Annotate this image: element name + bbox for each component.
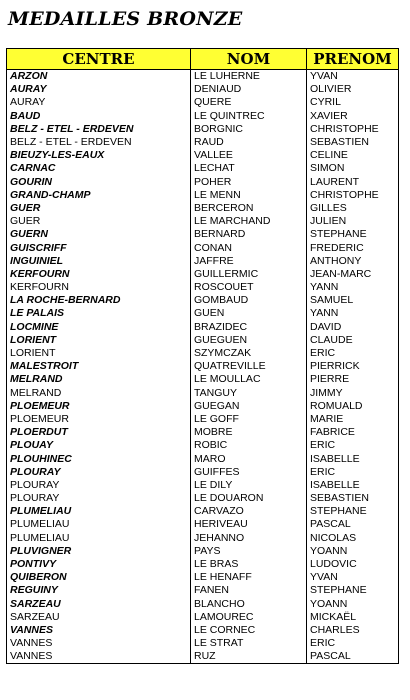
table-row (7, 545, 399, 558)
cell-prenom: CHRISTOPHE (307, 189, 399, 202)
medals-table (6, 48, 399, 664)
cell-prenom: STEPHANE (307, 505, 399, 518)
cell-prenom: ISABELLE (307, 479, 399, 492)
cell-nom: SZYMCZAK (191, 347, 307, 360)
cell-centre: BIEUZY-LES-EAUX (7, 149, 191, 162)
cell-prenom: CHRISTOPHE (307, 123, 399, 136)
table-row (7, 149, 399, 162)
cell-centre: PLOEMEUR (7, 400, 191, 413)
cell-centre: VANNES (7, 637, 191, 650)
cell-nom: GUIFFES (191, 466, 307, 479)
cell-nom: LE GOFF (191, 413, 307, 426)
cell-prenom: CELINE (307, 149, 399, 162)
table-row (7, 598, 399, 611)
table-row (7, 479, 399, 492)
table-body (7, 70, 399, 664)
table-row (7, 268, 399, 281)
cell-nom: LE HENAFF (191, 571, 307, 584)
cell-prenom: JULIEN (307, 215, 399, 228)
cell-centre: PLOURAY (7, 492, 191, 505)
cell-prenom: PASCAL (307, 518, 399, 531)
cell-prenom: MICKAËL (307, 611, 399, 624)
cell-centre: BELZ - ETEL - ERDEVEN (7, 136, 191, 149)
cell-centre: MELRAND (7, 373, 191, 386)
cell-centre: INGUINIEL (7, 255, 191, 268)
table-row (7, 281, 399, 294)
cell-nom: LE MARCHAND (191, 215, 307, 228)
cell-centre: QUIBERON (7, 571, 191, 584)
cell-prenom: STEPHANE (307, 228, 399, 241)
cell-nom: GUEN (191, 307, 307, 320)
table-row (7, 136, 399, 149)
cell-nom: LECHAT (191, 162, 307, 175)
table-row (7, 400, 399, 413)
cell-nom: BLANCHO (191, 598, 307, 611)
cell-nom: HERIVEAU (191, 518, 307, 531)
table-row (7, 413, 399, 426)
cell-nom: ROSCOUET (191, 281, 307, 294)
cell-centre: BELZ - ETEL - ERDEVEN (7, 123, 191, 136)
cell-centre: CARNAC (7, 162, 191, 175)
cell-nom: GUEGUEN (191, 334, 307, 347)
table-row (7, 96, 399, 109)
cell-prenom: ERIC (307, 466, 399, 479)
table-row (7, 558, 399, 571)
cell-nom: PAYS (191, 545, 307, 558)
cell-centre: REGUINY (7, 584, 191, 597)
cell-nom: MARO (191, 452, 307, 465)
cell-nom: TANGUY (191, 387, 307, 400)
table-row (7, 373, 399, 386)
cell-nom: LE DILY (191, 479, 307, 492)
table-row (7, 650, 399, 664)
cell-centre: GUER (7, 202, 191, 215)
cell-prenom: YVAN (307, 70, 399, 84)
cell-prenom: GILLES (307, 202, 399, 215)
cell-nom: LE MOULLAC (191, 373, 307, 386)
cell-centre: PONTIVY (7, 558, 191, 571)
table-row (7, 83, 399, 96)
cell-centre: LOCMINE (7, 321, 191, 334)
cell-nom: LE STRAT (191, 637, 307, 650)
cell-centre: VANNES (7, 650, 191, 664)
table-row (7, 360, 399, 373)
cell-prenom: ROMUALD (307, 400, 399, 413)
header-centre: CENTRE (7, 49, 191, 70)
table-row (7, 347, 399, 360)
cell-nom: QUATREVILLE (191, 360, 307, 373)
cell-nom: QUERE (191, 96, 307, 109)
header-prenom: PRENOM (307, 49, 399, 70)
cell-prenom: JIMMY (307, 387, 399, 400)
cell-prenom: MARIE (307, 413, 399, 426)
cell-centre: GOURIN (7, 176, 191, 189)
cell-nom: GUILLERMIC (191, 268, 307, 281)
header-nom: NOM (191, 49, 307, 70)
table-row (7, 215, 399, 228)
cell-prenom: YANN (307, 307, 399, 320)
cell-nom: CONAN (191, 241, 307, 254)
cell-centre: LORIENT (7, 347, 191, 360)
table-row (7, 321, 399, 334)
cell-nom: MOBRE (191, 426, 307, 439)
cell-centre: PLOEMEUR (7, 413, 191, 426)
cell-prenom: XAVIER (307, 110, 399, 123)
cell-nom: DENIAUD (191, 83, 307, 96)
cell-centre: AURAY (7, 83, 191, 96)
cell-centre: SARZEAU (7, 598, 191, 611)
table-row (7, 334, 399, 347)
table-row (7, 624, 399, 637)
cell-prenom: ISABELLE (307, 452, 399, 465)
cell-nom: LAMOUREC (191, 611, 307, 624)
page-title: MEDAILLES BRONZE (8, 8, 243, 30)
cell-centre: PLUMELIAU (7, 518, 191, 531)
cell-centre: KERFOURN (7, 268, 191, 281)
cell-nom: LE LUHERNE (191, 70, 307, 84)
cell-prenom: FABRICE (307, 426, 399, 439)
cell-prenom: OLIVIER (307, 83, 399, 96)
table-row (7, 452, 399, 465)
cell-prenom: SAMUEL (307, 294, 399, 307)
cell-prenom: PIERRICK (307, 360, 399, 373)
cell-centre: PLUMELIAU (7, 532, 191, 545)
cell-centre: ARZON (7, 70, 191, 84)
cell-centre: LE PALAIS (7, 307, 191, 320)
table-row (7, 70, 399, 84)
table-row (7, 611, 399, 624)
cell-prenom: SEBASTIEN (307, 492, 399, 505)
cell-centre: BAUD (7, 110, 191, 123)
table-row (7, 241, 399, 254)
table-row (7, 426, 399, 439)
cell-prenom: STEPHANE (307, 584, 399, 597)
cell-centre: GUISCRIFF (7, 241, 191, 254)
table-row (7, 387, 399, 400)
cell-centre: PLOUAY (7, 439, 191, 452)
cell-nom: BERCERON (191, 202, 307, 215)
cell-prenom: ANTHONY (307, 255, 399, 268)
cell-nom: CARVAZO (191, 505, 307, 518)
table-row (7, 202, 399, 215)
cell-nom: BRAZIDEC (191, 321, 307, 334)
cell-prenom: LAURENT (307, 176, 399, 189)
cell-prenom: YOANN (307, 545, 399, 558)
table-row (7, 492, 399, 505)
cell-prenom: PIERRE (307, 373, 399, 386)
table-row (7, 162, 399, 175)
table-row (7, 189, 399, 202)
cell-nom: RAUD (191, 136, 307, 149)
table-row (7, 439, 399, 452)
cell-centre: PLUVIGNER (7, 545, 191, 558)
table-row (7, 571, 399, 584)
cell-nom: VALLEE (191, 149, 307, 162)
table-row (7, 505, 399, 518)
cell-nom: RUZ (191, 650, 307, 664)
cell-nom: POHER (191, 176, 307, 189)
cell-prenom: CHARLES (307, 624, 399, 637)
cell-nom: LE MENN (191, 189, 307, 202)
table-row (7, 637, 399, 650)
cell-nom: BORGNIC (191, 123, 307, 136)
cell-centre: LA ROCHE-BERNARD (7, 294, 191, 307)
cell-nom: ROBIC (191, 439, 307, 452)
cell-centre: PLOUHINEC (7, 452, 191, 465)
cell-centre: PLOURAY (7, 479, 191, 492)
cell-centre: LORIENT (7, 334, 191, 347)
cell-centre: KERFOURN (7, 281, 191, 294)
cell-centre: PLOURAY (7, 466, 191, 479)
table-row (7, 466, 399, 479)
cell-prenom: ERIC (307, 347, 399, 360)
cell-prenom: ERIC (307, 637, 399, 650)
cell-prenom: CLAUDE (307, 334, 399, 347)
cell-centre: AURAY (7, 96, 191, 109)
cell-prenom: YOANN (307, 598, 399, 611)
cell-prenom: JEAN-MARC (307, 268, 399, 281)
cell-prenom: YVAN (307, 571, 399, 584)
cell-prenom: NICOLAS (307, 532, 399, 545)
cell-centre: SARZEAU (7, 611, 191, 624)
table-row (7, 307, 399, 320)
cell-nom: JAFFRE (191, 255, 307, 268)
cell-nom: LE DOUARON (191, 492, 307, 505)
table-row (7, 123, 399, 136)
cell-nom: GOMBAUD (191, 294, 307, 307)
cell-nom: FANEN (191, 584, 307, 597)
table-row (7, 110, 399, 123)
header-row (7, 49, 399, 70)
table-row (7, 532, 399, 545)
cell-centre: GUER (7, 215, 191, 228)
cell-nom: BERNARD (191, 228, 307, 241)
cell-prenom: CYRIL (307, 96, 399, 109)
cell-centre: MALESTROIT (7, 360, 191, 373)
cell-centre: MELRAND (7, 387, 191, 400)
cell-prenom: YANN (307, 281, 399, 294)
cell-prenom: FREDERIC (307, 241, 399, 254)
table-row (7, 584, 399, 597)
cell-prenom: SIMON (307, 162, 399, 175)
cell-prenom: PASCAL (307, 650, 399, 664)
cell-nom: JEHANNO (191, 532, 307, 545)
cell-prenom: SEBASTIEN (307, 136, 399, 149)
cell-centre: GRAND-CHAMP (7, 189, 191, 202)
table-row (7, 176, 399, 189)
cell-nom: GUEGAN (191, 400, 307, 413)
table-row (7, 518, 399, 531)
cell-nom: LE QUINTREC (191, 110, 307, 123)
cell-centre: PLUMELIAU (7, 505, 191, 518)
table-header (7, 49, 399, 70)
cell-prenom: LUDOVIC (307, 558, 399, 571)
cell-nom: LE CORNEC (191, 624, 307, 637)
table-row (7, 228, 399, 241)
cell-centre: PLOERDUT (7, 426, 191, 439)
cell-centre: GUERN (7, 228, 191, 241)
cell-nom: LE BRAS (191, 558, 307, 571)
cell-centre: VANNES (7, 624, 191, 637)
table-row (7, 294, 399, 307)
cell-prenom: DAVID (307, 321, 399, 334)
cell-prenom: ERIC (307, 439, 399, 452)
table-row (7, 255, 399, 268)
